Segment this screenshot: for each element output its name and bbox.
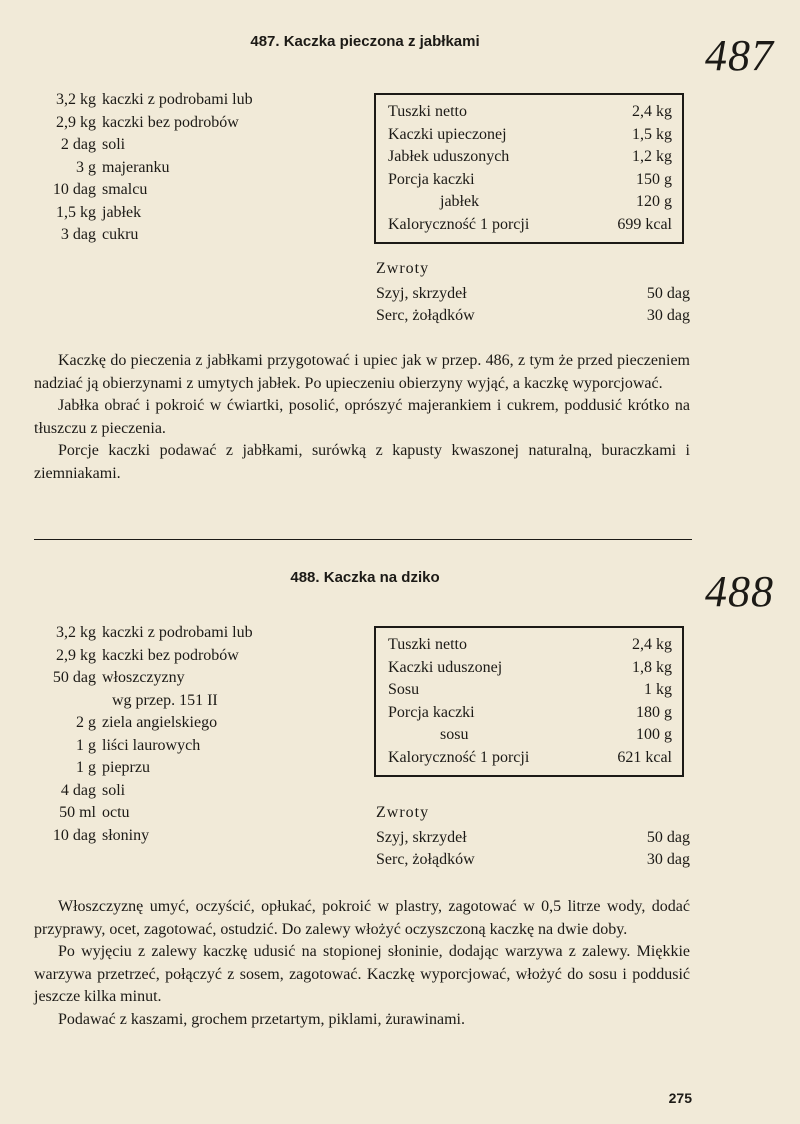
yield-value: 180 g <box>636 703 672 721</box>
ingredient-row <box>34 134 253 157</box>
ingredient-row <box>34 712 253 735</box>
yield-row <box>388 146 672 169</box>
yield-row <box>388 724 672 747</box>
ingredient-row <box>34 224 253 247</box>
ingredient-name: słoniny <box>102 826 150 844</box>
yield-label: Jabłek uduszonych <box>388 148 510 165</box>
returns-label: Szyj, skrzydeł <box>376 828 467 846</box>
recipe-488-ingredients <box>34 622 253 847</box>
yield-row <box>388 101 672 124</box>
yield-label: Kaloryczność 1 porcji <box>388 748 530 766</box>
ingredient-row <box>34 802 253 825</box>
returns-value: 50 dag <box>646 828 690 846</box>
yield-row <box>388 124 672 147</box>
ingredient-qty: 1 g <box>76 736 96 754</box>
returns-label: Szyj, skrzydeł <box>376 284 467 302</box>
yield-value: 1,2 kg <box>632 148 672 165</box>
instruction-paragraph: Jabłka obrać i pokroić w ćwiartki, posolić, oprószyć majerankiem i cukrem, poddusić krótko na tłuszczu z pieczenia. <box>34 397 690 437</box>
ingredient-row <box>34 157 253 180</box>
returns-row <box>376 283 690 306</box>
recipe-488-instructions <box>34 896 690 1032</box>
ingredient-name: soli <box>102 781 126 799</box>
yield-row <box>388 634 672 657</box>
ingredient-row <box>34 825 253 848</box>
instruction-paragraph: Podawać z kaszami, grochem przetartym, piklami, żurawinami. <box>58 1010 465 1028</box>
ingredient-name: ziela angielskiego <box>102 714 218 731</box>
section-divider <box>34 539 692 540</box>
ingredient-qty: 50 dag <box>52 669 96 686</box>
recipe-488-number: 488 <box>705 567 774 616</box>
ingredient-name: liści laurowych <box>102 736 201 754</box>
ingredient-qty: 2,9 kg <box>56 113 96 131</box>
ingredient-qty: 4 dag <box>60 781 96 799</box>
yield-label: sosu <box>440 726 469 743</box>
ingredient-row <box>34 757 253 780</box>
ingredient-row <box>34 667 253 690</box>
returns-heading: Zwroty <box>376 260 430 277</box>
ingredient-row <box>34 690 253 713</box>
yield-row <box>388 169 672 192</box>
returns-label: Serc, żołądków <box>376 307 475 324</box>
yield-value: 1 kg <box>644 681 672 698</box>
ingredient-qty: 1,5 kg <box>56 203 96 221</box>
yield-label: Tuszki netto <box>388 636 467 653</box>
ingredient-name: soli <box>102 136 126 153</box>
yield-label: Porcja kaczki <box>388 703 475 721</box>
yield-value: 699 kcal <box>617 215 672 233</box>
recipe-487-yield-box <box>374 93 684 244</box>
recipe-487-title: 487. Kaczka pieczona z jabłkami <box>250 33 480 50</box>
yield-label: Kaloryczność 1 porcji <box>388 215 530 233</box>
yield-value: 100 g <box>636 726 672 743</box>
ingredient-row <box>34 179 253 202</box>
recipe-487-instructions <box>34 350 690 486</box>
yield-row <box>388 747 672 770</box>
ingredient-name: pieprzu <box>102 759 150 776</box>
ingredient-name: wg przep. 151 II <box>112 691 218 709</box>
ingredient-row <box>34 622 253 645</box>
yield-value: 621 kcal <box>617 748 672 766</box>
recipe-487-returns <box>376 258 690 328</box>
ingredient-name: smalcu <box>102 181 148 198</box>
ingredient-row <box>34 89 253 112</box>
yield-label: Kaczki uduszonej <box>388 658 503 676</box>
yield-label: Kaczki upieczonej <box>388 125 507 143</box>
ingredient-name: kaczki bez podrobów <box>102 646 239 664</box>
yield-label: Tuszki netto <box>388 103 467 120</box>
returns-row <box>376 849 690 872</box>
yield-label: Sosu <box>388 681 420 698</box>
yield-label: jabłek <box>440 193 480 210</box>
ingredient-name: kaczki z podrobami lub <box>102 624 253 641</box>
ingredient-name: jabłek <box>102 203 142 221</box>
yield-value: 2,4 kg <box>632 103 672 120</box>
ingredient-qty <box>34 690 102 713</box>
ingredient-qty: 3,2 kg <box>56 91 96 108</box>
ingredient-qty: 10 dag <box>52 181 96 198</box>
yield-value: 120 g <box>636 193 672 210</box>
ingredient-qty: 2,9 kg <box>56 646 96 664</box>
ingredient-name: octu <box>102 804 130 821</box>
recipe-487-number: 487 <box>705 31 774 80</box>
yield-row <box>388 657 672 680</box>
ingredient-name: cukru <box>102 226 139 243</box>
yield-value: 2,4 kg <box>632 636 672 653</box>
instruction-paragraph: Po wyjęciu z zalewy kaczkę udusić na stopionej słoninie, dodając warzywa z zalewy. Miękkie warzywa przetrzeć, połączyć z sosem, zagotować. Kaczkę wyporcjować, włożyć do sosu i poddusić jeszcze kilka minut. <box>34 943 690 1006</box>
yield-value: 1,5 kg <box>632 125 672 143</box>
yield-value: 150 g <box>636 170 672 188</box>
recipe-488-returns <box>376 802 690 872</box>
ingredient-qty: 2 g <box>76 714 96 731</box>
ingredient-row <box>34 202 253 225</box>
recipe-487-ingredients <box>34 89 253 247</box>
page-number: 275 <box>668 1090 692 1106</box>
recipe-488-title: 488. Kaczka na dziko <box>290 569 440 586</box>
ingredient-name: kaczki z podrobami lub <box>102 91 253 108</box>
ingredient-qty: 50 ml <box>59 804 96 821</box>
ingredient-row <box>34 645 253 668</box>
yield-label: Porcja kaczki <box>388 170 475 188</box>
yield-row <box>388 214 672 237</box>
ingredient-qty: 3 g <box>76 158 96 176</box>
returns-row <box>376 305 690 328</box>
ingredient-qty: 3 dag <box>60 226 96 243</box>
ingredient-qty: 1 g <box>76 759 96 776</box>
ingredient-qty: 2 dag <box>60 136 96 153</box>
ingredient-qty: 10 dag <box>52 826 96 844</box>
returns-row <box>376 827 690 850</box>
returns-value: 30 dag <box>646 851 690 868</box>
yield-row <box>388 679 672 702</box>
yield-row <box>388 191 672 214</box>
ingredient-row <box>34 780 253 803</box>
yield-value: 1,8 kg <box>632 658 672 676</box>
ingredient-name: włoszczyzny <box>102 669 185 686</box>
recipe-488-yield-box <box>374 626 684 777</box>
ingredient-qty: 3,2 kg <box>56 624 96 641</box>
instruction-paragraph: Porcje kaczki podawać z jabłkami, surówką z kapusty kwaszonej naturalną, buraczkami i ziemniakami. <box>34 442 690 482</box>
ingredient-row <box>34 112 253 135</box>
ingredient-name: kaczki bez podrobów <box>102 113 239 131</box>
returns-value: 50 dag <box>646 284 690 302</box>
ingredient-row <box>34 735 253 758</box>
instruction-paragraph: Włoszczyznę umyć, oczyścić, opłukać, pokroić w plastry, zagotować w 0,5 litrze wody, dodać przyprawy, ocet, zagotować, ostudzić. Do zalewy włożyć oczyszczoną kaczkę na dwie doby. <box>34 898 690 938</box>
yield-row <box>388 702 672 725</box>
returns-label: Serc, żołądków <box>376 851 475 868</box>
returns-heading: Zwroty <box>376 804 430 821</box>
ingredient-name: majeranku <box>102 158 170 176</box>
returns-value: 30 dag <box>646 307 690 324</box>
instruction-paragraph: Kaczkę do pieczenia z jabłkami przygotować i upiec jak w przep. 486, z tym że przed pieczeniem nadziać ją obierzynami z umytych jabłek. Po upieczeniu obierzyny wyjąć, a kaczkę wyporcjować. <box>34 352 690 392</box>
